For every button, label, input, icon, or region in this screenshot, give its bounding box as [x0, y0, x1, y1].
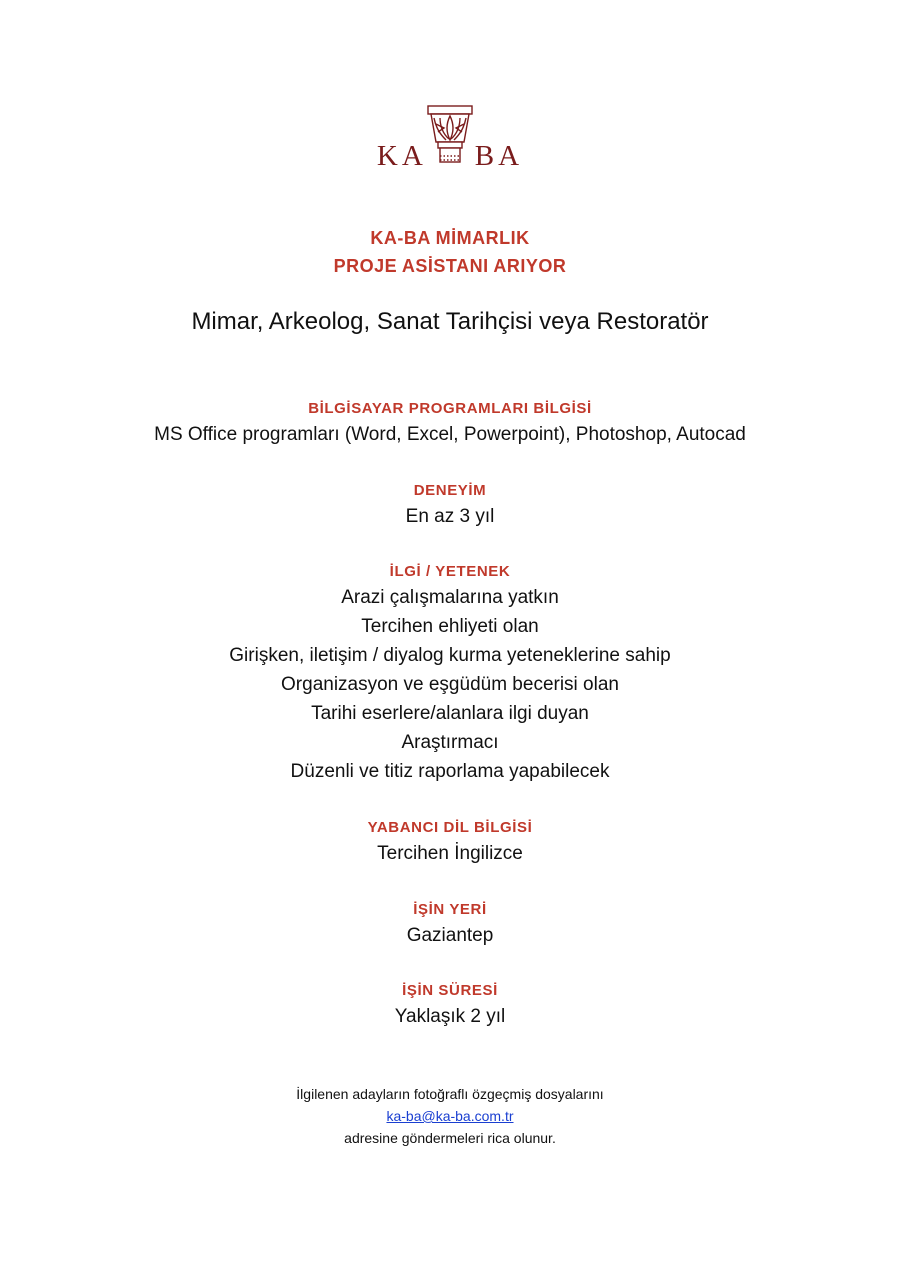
footer-line-3: adresine göndermeleri rica olunur. — [344, 1130, 556, 1146]
section-line: Girişken, iletişim / diyalog kurma yeteneklerine sahip — [229, 645, 671, 666]
logo-wordmark — [0, 140, 900, 173]
section-title: YABANCI DİL BİLGİSİ — [367, 819, 533, 836]
application-footer — [0, 1083, 900, 1149]
section-interests — [0, 561, 900, 786]
section-title: DENEYİM — [413, 482, 487, 499]
section-line: Tarihi eserlere/alanlara ilgi duyan — [311, 703, 589, 724]
section-line: Organizasyon ve eşgüdüm becerisi olan — [281, 674, 619, 695]
section-line: Arazi çalışmalarına yatkın — [341, 587, 559, 608]
section-computer-skills — [0, 398, 900, 449]
section-line: Tercihen İngilizce — [377, 843, 523, 864]
section-title: BİLGİSAYAR PROGRAMLARI BİLGİSİ — [308, 400, 592, 417]
section-experience — [0, 480, 900, 531]
section-line: En az 3 yıl — [405, 506, 495, 527]
company-title: KA-BA MİMARLIK — [370, 228, 530, 248]
footer-line-1: İlgilenen adayların fotoğraflı özgeçmiş dosyalarını — [296, 1086, 604, 1102]
section-line: Düzenli ve titiz raporlama yapabilecek — [290, 761, 610, 782]
email-link[interactable]: ka-ba@ka-ba.com.tr — [386, 1108, 514, 1124]
posting-title: PROJE ASİSTANI ARIYOR — [333, 256, 567, 276]
logo-text-right: BA — [474, 140, 524, 172]
section-title: İŞİN SÜRESİ — [402, 982, 498, 999]
section-line: Gaziantep — [406, 925, 494, 946]
section-line: MS Office programları (Word, Excel, Powerpoint), Photoshop, Autocad — [154, 424, 746, 445]
section-location — [0, 899, 900, 950]
profession-subtitle: Mimar, Arkeolog, Sanat Tarihçisi veya Restoratör — [191, 308, 709, 335]
section-language — [0, 817, 900, 868]
section-title: İŞİN YERİ — [413, 901, 487, 918]
section-duration — [0, 980, 900, 1031]
section-line: Tercihen ehliyeti olan — [361, 616, 539, 637]
section-line: Yaklaşık 2 yıl — [394, 1006, 506, 1027]
section-line: Araştırmacı — [401, 732, 499, 753]
section-title: İLGİ / YETENEK — [389, 563, 511, 580]
logo-text-left: KA — [376, 140, 427, 172]
